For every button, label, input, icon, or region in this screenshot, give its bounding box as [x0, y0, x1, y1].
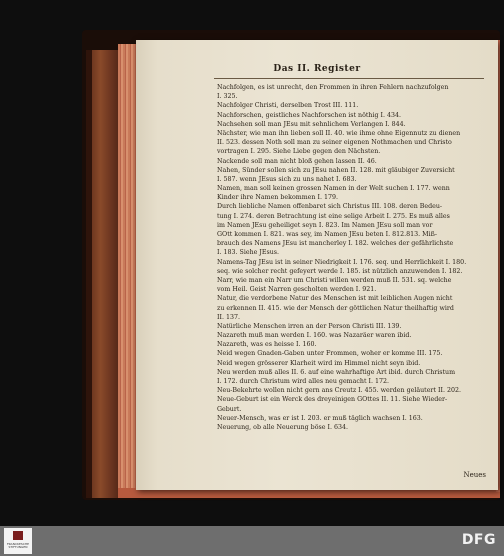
register-line: tung I. 274. deren Betrachtung ist eine selige Arbeit I. 275. Es muß alles — [217, 212, 450, 220]
register-line: II. 523. dessen Noth soll man zu seiner eigenen Nothmachen und Christo — [217, 139, 452, 147]
register-line: Natur, die verdorbene Natur des Menschen ist mit leiblichen Augen nicht — [217, 295, 453, 303]
logo-line-1: FRANCKESCHE — [6, 542, 30, 546]
register-line: Nazareth, was es heisse I. 160. — [217, 341, 317, 349]
register-line: Namen, man soll keinen grossen Namen in der Welt suchen I. 177. wenn — [217, 185, 450, 193]
book-page — [136, 40, 498, 490]
register-line: Neu-Bekehrte wollen nicht gern ans Creutz I. 455. werden geläutert II. 202. — [217, 387, 461, 395]
register-line: Nazareth muß man werden I. 160. was Nazaräer waren ibid. — [217, 332, 412, 340]
register-line: Narr, wie man ein Narr um Christi willen werden muß II. 531. sq. welche — [217, 276, 452, 284]
dfg-logo[interactable]: DFG — [461, 532, 496, 548]
footer-bar — [0, 526, 504, 556]
register-line: Nachfolger Christi, derselben Trost III. 111. — [217, 102, 359, 110]
register-line: Geburt. — [217, 405, 242, 413]
franckesche-stiftungen-logo[interactable] — [4, 528, 32, 554]
register-line: Nachfolgen, es ist unrecht, den Frommen in ihren Fehlern nachzufolgen — [217, 84, 449, 91]
register-line: seq. wie solcher recht gefeyert werde I. 185. ist nützlich anzuwenden I. 182. — [217, 267, 463, 275]
register-line: Neue-Geburt ist ein Werck des dreyeinigen GOttes II. 11. Siehe Wieder- — [217, 396, 448, 404]
register-line: Nächster, wie man ihn lieben soll II. 40. wie ihme ohne Eigennutz zu dienen — [217, 129, 461, 137]
register-line: zu erkennen II. 415. wie der Mensch der göttlichen Natur theilhaftig wird — [217, 304, 454, 312]
head-rule — [214, 78, 484, 79]
register-line: I. 172. durch Christum wird alles neu gemacht I. 172. — [217, 378, 390, 385]
catchword: Neues — [463, 471, 486, 479]
register-line: Neuerung, ob alle Neuerung böse I. 634. — [217, 423, 348, 431]
register-line: Neid wegen Gnaden-Gaben unter Frommen, woher er komme III. 175. — [217, 350, 443, 358]
running-head: Das II. Register — [273, 64, 361, 74]
register-line: Durch liebliche Namen offenbaret sich Christus III. 108. deren Bedeu- — [217, 203, 443, 211]
register-line: Nachsehen soll man JEsu mit sehnlichem Verlangen I. 844. — [217, 120, 406, 128]
register-line: Nackende soll man nicht bloß gehen lassen II. 46. — [217, 157, 377, 165]
logo-line-2: STIFTUNGEN — [8, 545, 28, 550]
register-line: I. 183. Siehe JEsus. — [217, 249, 279, 257]
register-line: I. 325. — [217, 93, 238, 101]
cover-edge — [86, 50, 92, 498]
register-line: I. 587. wenn JEsus sich zu uns nahet I. 683. — [217, 175, 357, 183]
register-line: vortragen I. 295. Siehe Liebe gegen den Nächsten. — [217, 148, 381, 156]
logo-text — [5, 543, 31, 550]
register-line: brauch des Namens JEsu ist mancherley I. 182. welches der gefährlichste — [217, 240, 454, 248]
register-line: Neuer-Mensch, was er ist I. 203. er muß täglich wachsen I. 163. — [217, 414, 423, 422]
register-line: Kinder ihre Namen bekommen I. 179. — [217, 194, 338, 202]
register-line: vom Heil. Geist Narren gescholten werden I. 921. — [217, 286, 377, 294]
register-line: GOtt kommen I. 821. was sey, im Namen JEsu beten I. 812.813. Miß- — [217, 231, 437, 238]
register-line: Namens-Tag JEsu ist in seiner Niedrigkeit I. 176. seq. und Herrlichkeit I. 180. — [217, 258, 467, 266]
register-line: im Namen JEsu geheiliget seyn I. 823. Im Namen JEsu soll man vor — [217, 221, 433, 229]
register-line: Neid wegen grösserer Klarheit wird im Himmel nicht seyn ibid. — [217, 359, 421, 367]
register-line: II. 137. — [217, 313, 240, 321]
register-entries — [217, 83, 489, 432]
register-line: Nahen, Sünder sollen sich zu JEsu nahen II. 128. mit gläubiger Zuversicht — [217, 166, 455, 174]
register-line: Neu werden muß alles II. 6. auf eine wahrhaftige Art ibid. durch Christum — [217, 368, 456, 376]
logo-emblem-icon — [13, 531, 23, 540]
register-line: Natürliche Menschen irren an der Person Christi III. 139. — [217, 322, 402, 330]
register-line: Nachforschen, geistliches Nachforschen ist nöthig I. 434. — [217, 111, 402, 119]
